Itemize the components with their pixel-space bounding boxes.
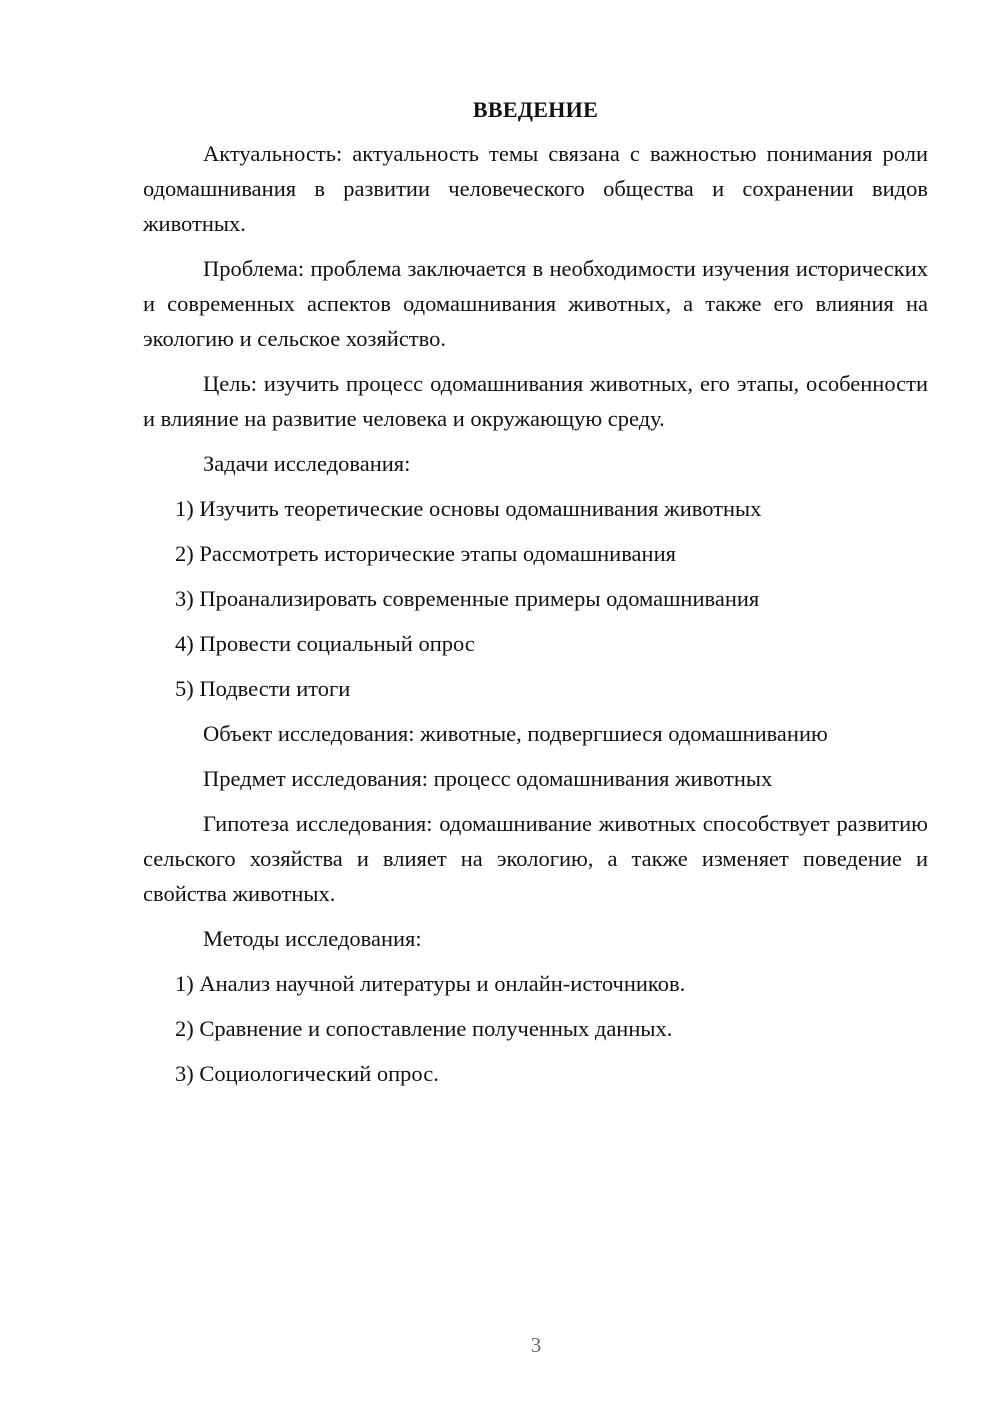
task-item: 5) Подвести итоги — [175, 676, 351, 701]
document-body — [143, 94, 928, 1101]
problem-paragraph: Проблема: проблема заключается в необходимости изучения исторических и современных аспектов одомашнивания животных, а также его влияния на экологию и сельское хозяйство. — [143, 256, 928, 351]
task-item: 1) Изучить теоретические основы одомашнивания животных — [175, 496, 762, 521]
relevance-paragraph: Актуальность: актуальность темы связана с важностью понимания роли одомашнивания в развитии человеческого общества и сохранении видов животных. — [143, 141, 928, 236]
method-item: 1) Анализ научной литературы и онлайн-источников. — [175, 971, 686, 996]
task-item: 3) Проанализировать современные примеры одомашнивания — [175, 586, 760, 611]
page-number: 3 — [530, 1333, 542, 1357]
task-item: 4) Провести социальный опрос — [175, 631, 475, 656]
page-title: ВВЕДЕНИЕ — [472, 97, 599, 122]
subject-line: Предмет исследования: процесс одомашнивания животных — [203, 766, 773, 791]
method-item: 2) Сравнение и сопоставление полученных данных. — [175, 1016, 673, 1041]
object-line: Объект исследования: животные, подвергшиеся одомашниванию — [203, 721, 828, 746]
tasks-heading: Задачи исследования: — [203, 451, 411, 476]
hypothesis-paragraph: Гипотеза исследования: одомашнивание животных способствует развитию сельского хозяйства и влияет на экологию, а также изменяет поведение и свойства животных. — [143, 811, 928, 906]
task-item: 2) Рассмотреть исторические этапы одомашнивания — [175, 541, 676, 566]
methods-heading: Методы исследования: — [203, 926, 422, 951]
method-item: 3) Социологический опрос. — [175, 1061, 439, 1086]
goal-paragraph: Цель: изучить процесс одомашнивания животных, его этапы, особенности и влияние на развитие человека и окружающую среду. — [143, 371, 928, 431]
